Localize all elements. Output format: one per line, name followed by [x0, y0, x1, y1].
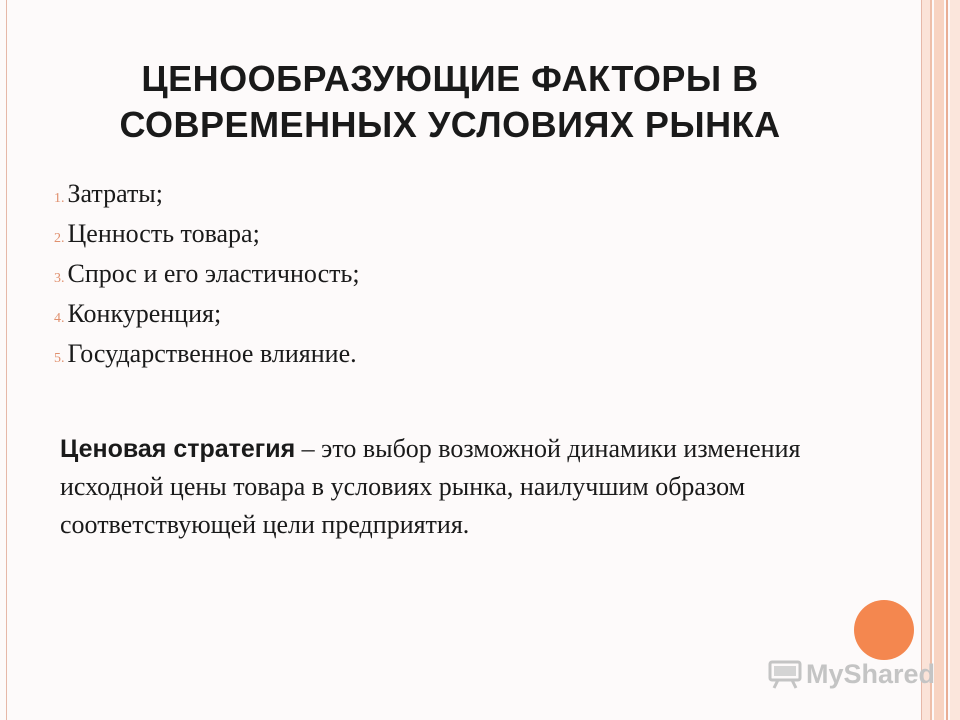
list-item-text: Конкуренция; [67, 299, 222, 328]
list-item [54, 254, 834, 294]
presentation-board-icon [768, 659, 802, 689]
definition-paragraph [60, 430, 820, 544]
list-item-text: Затраты; [67, 179, 163, 208]
list-item-text: Ценность товара; [67, 219, 260, 248]
list-number: 5. [54, 351, 65, 366]
factors-list [54, 174, 834, 374]
stripe [930, 0, 932, 720]
list-item [54, 174, 834, 214]
slide-title [60, 56, 840, 148]
list-item-text: Спрос и его эластичность; [67, 259, 360, 288]
accent-circle [854, 600, 914, 660]
stripe [934, 0, 944, 720]
list-number: 4. [54, 311, 65, 326]
stripe [922, 0, 930, 720]
title-line: ЦЕНООБРАЗУЮЩИЕ ФАКТОРЫ В [141, 58, 759, 99]
title-line: СОВРЕМЕННЫХ УСЛОВИЯХ РЫНКА [119, 104, 781, 145]
list-item [54, 334, 834, 374]
definition-text: – это выбор возможной динамики изменения исходной цены товара в условиях рынка, наилучшим образом соответствующей цели предприятия. [60, 434, 801, 539]
stripe [946, 0, 948, 720]
list-number: 1. [54, 191, 65, 206]
watermark-text: MyShared [806, 658, 936, 689]
definition-term: Ценовая стратегия [60, 435, 296, 463]
list-item [54, 294, 834, 334]
watermark [768, 656, 935, 692]
list-item-text: Государственное влияние. [67, 339, 357, 368]
decorative-side-stripes [922, 0, 960, 720]
list-number: 2. [54, 231, 65, 246]
list-number: 3. [54, 271, 65, 286]
list-item [54, 214, 834, 254]
stripe [950, 0, 960, 720]
